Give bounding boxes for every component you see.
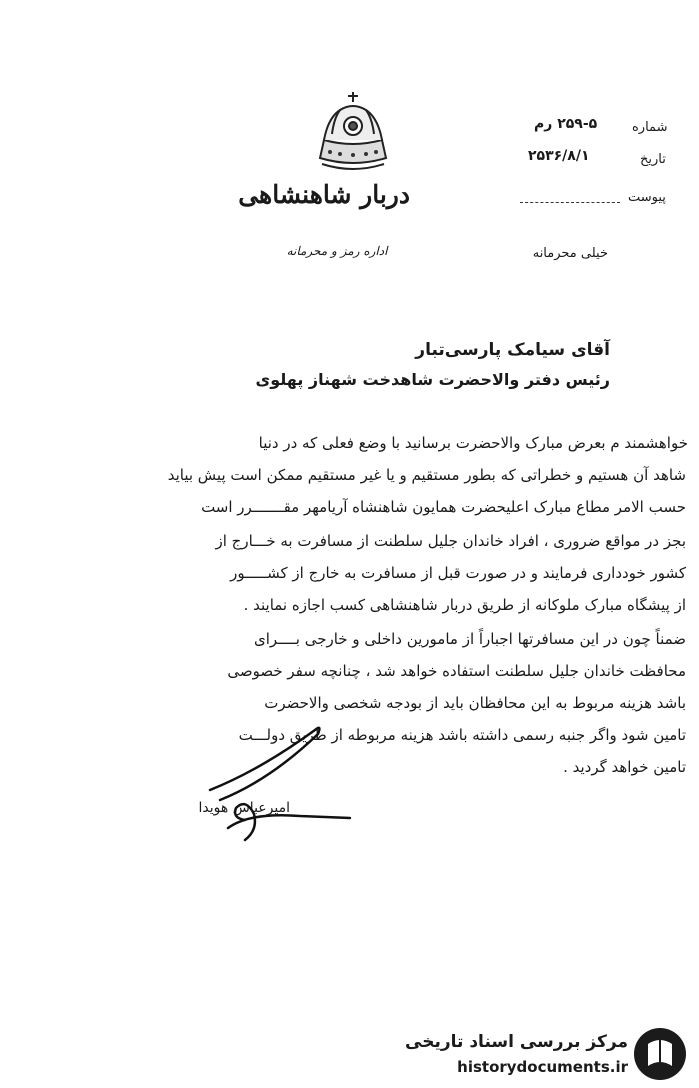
date-label: تاریخ — [640, 152, 666, 167]
handwritten-signature-icon — [150, 700, 370, 850]
number-value: ۲۵۹-۵ رم — [534, 116, 598, 132]
body-line: تامین شود واگر جنبه رسمی داشته باشد هزینه مربوطه از طریق دولـــت — [238, 726, 686, 744]
date-value: ۲۵۳۶/۸/۱ — [528, 148, 590, 164]
recipient-name: آقای سیامک پارسی‌تبار — [415, 340, 610, 360]
body-line: خواهشمند م بعرض مبارک والاحضرت برسانید با وضع فعلی که در دنیا — [258, 434, 688, 452]
crown-emblem-icon — [310, 88, 396, 178]
watermark-url: historydocuments.ir — [457, 1058, 628, 1076]
archive-logo-icon — [632, 1026, 688, 1082]
court-title: دربار شاهنشاهی — [238, 180, 410, 209]
body-line: از پیشگاه مبارک ملوکانه از طریق دربار شاهنشاهی کسب اجازه نمایند . — [243, 596, 686, 614]
attachment-label: پیوست — [628, 190, 666, 205]
body-line: محافظت خاندان جلیل سلطنت استفاده خواهد شد ، چنانچه سفر خصوصی — [227, 662, 686, 680]
body-line: تامین خواهد گردید . — [563, 758, 686, 776]
body-line: بجز در مواقع ضروری ، افراد خاندان جلیل سلطنت از مسافرت به خـــارج از — [215, 532, 686, 550]
number-label: شماره — [632, 120, 668, 135]
signer-name: امیرعباس هویدا — [198, 800, 290, 816]
body-line: حسب الامر مطاع مبارک اعلیحضرت همایون شاهنشاه آریامهر مقـــــــرر است — [201, 498, 686, 516]
classification-label: خیلی محرمانه — [532, 246, 608, 261]
body-line: شاهد آن هستیم و خطراتی که بطور مستقیم و یا غیر مستقیم ممکن است پیش بیاید — [167, 466, 686, 484]
attachment-blank-line — [520, 202, 620, 203]
watermark-title: مرکز بررسی اسناد تاریخی — [405, 1032, 628, 1052]
body-line: کشور خودداری فرمایند و در صورت قبل از مسافرت به خارج از کشـــــور — [230, 564, 686, 582]
body-line: ضمناً چون در این مسافرتها اجباراً از مامورین داخلی و خارجی بــــرای — [254, 630, 686, 648]
recipient-title: رئیس دفتر والاحضرت شاهدخت شهناز پهلوی — [255, 370, 610, 389]
department-line: اداره رمز و محرمانه — [286, 244, 388, 258]
body-line: باشد هزینه مربوط به این محافظان باید از بودجه شخصی والاحضرت — [264, 694, 686, 712]
